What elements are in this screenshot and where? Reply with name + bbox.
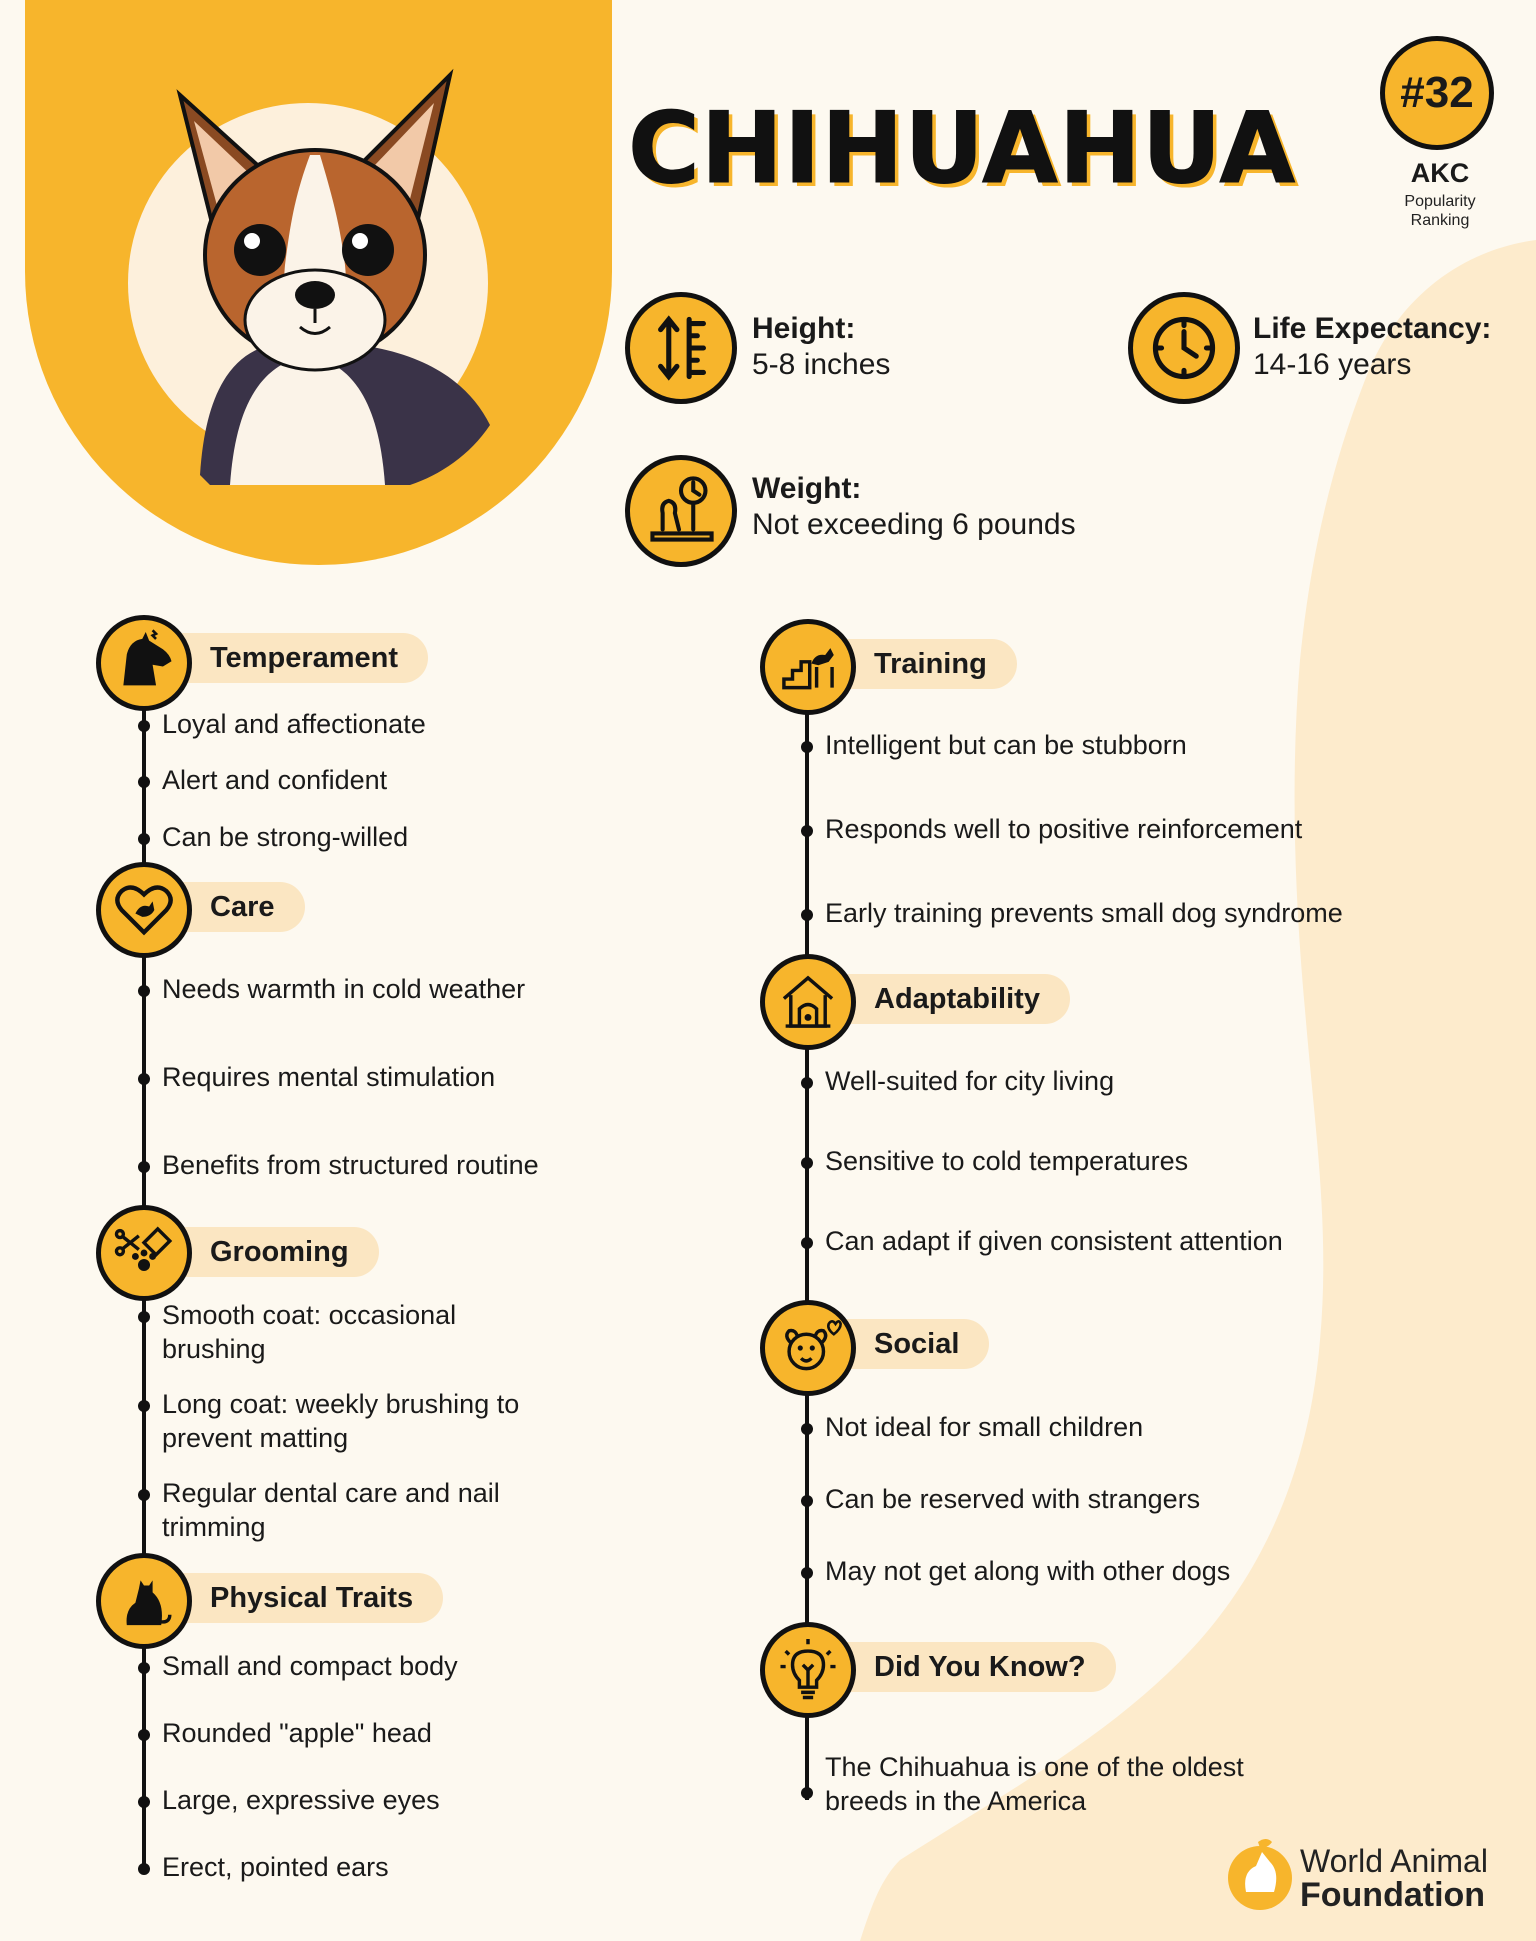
bullet <box>138 1400 150 1412</box>
list-item: Sensitive to cold temperatures <box>825 1146 1189 1176</box>
life-label: Life Expectancy: <box>1253 312 1492 345</box>
ranking-badge: #32 <box>1380 36 1494 150</box>
ruler-icon <box>625 292 737 404</box>
bullet <box>138 1311 150 1323</box>
bullet <box>138 720 150 732</box>
list-item: The Chihuahua is one of the oldest breeds in the America <box>825 1752 1244 1816</box>
ranking-sub: Popularity Ranking <box>1404 193 1476 230</box>
list-item: Responds well to positive reinforcement <box>825 814 1303 844</box>
list-item: Rounded "apple" head <box>162 1718 432 1748</box>
agility-dog-icon <box>760 619 856 715</box>
bullet <box>138 1662 150 1674</box>
happy-dog-icon <box>760 1300 856 1396</box>
ranking-label: AKC <box>1410 158 1470 188</box>
bullet <box>801 1423 813 1435</box>
list-item: Alert and confident <box>162 765 388 795</box>
list-item: Well-suited for city living <box>825 1066 1115 1096</box>
weight-label: Weight: <box>752 472 862 505</box>
list-item: Intelligent but can be stubborn <box>825 730 1187 760</box>
list-item: Early training prevents small dog syndrome <box>825 898 1343 928</box>
list-item: Benefits from structured routine <box>162 1150 539 1180</box>
grooming-tools-icon <box>96 1205 192 1301</box>
section-title-temperament: Temperament <box>180 633 428 683</box>
sitting-cat-icon <box>96 1553 192 1649</box>
dog-head-icon <box>96 615 192 711</box>
bullet <box>138 1073 150 1085</box>
page-title: CHIHUAHUA <box>628 92 1297 206</box>
section-title-training: Training <box>844 639 1017 689</box>
weight-value: Not exceeding 6 pounds <box>752 508 1076 541</box>
section-title-didyouknow: Did You Know? <box>844 1642 1116 1692</box>
list-item: Regular dental care and nail trimming <box>162 1478 500 1542</box>
list-item: Needs warmth in cold weather <box>162 974 526 1004</box>
dog-portrait <box>110 55 530 485</box>
heart-paw-icon <box>96 862 192 958</box>
section-title-care: Care <box>180 882 305 932</box>
bullet <box>138 1489 150 1501</box>
section-title-physical: Physical Traits <box>180 1573 443 1623</box>
section-title-adaptability: Adaptability <box>844 974 1070 1024</box>
bullet <box>138 1729 150 1741</box>
list-item: Loyal and affectionate <box>162 709 426 739</box>
footer-line1: World Animal <box>1300 1843 1488 1879</box>
bullet <box>801 741 813 753</box>
bullet <box>801 1237 813 1249</box>
bullet <box>801 1567 813 1579</box>
bullet <box>801 909 813 921</box>
list-item: Can be reserved with strangers <box>825 1484 1201 1514</box>
clock-icon <box>1128 292 1240 404</box>
bullet <box>801 1077 813 1089</box>
bullet <box>138 776 150 788</box>
section-title-social: Social <box>844 1319 989 1369</box>
lightbulb-icon <box>760 1622 856 1718</box>
doghouse-icon <box>760 954 856 1050</box>
list-item: Requires mental stimulation <box>162 1062 496 1092</box>
list-item: Smooth coat: occasional brushing <box>162 1300 457 1364</box>
list-item: Can be strong-willed <box>162 822 409 852</box>
bullet <box>138 833 150 845</box>
bullet <box>801 825 813 837</box>
height-label: Height: <box>752 312 856 345</box>
bullet <box>801 1787 813 1799</box>
bullet <box>138 1161 150 1173</box>
bullet <box>801 1495 813 1507</box>
list-item: Long coat: weekly brushing to prevent matting <box>162 1389 520 1453</box>
scale-icon <box>625 455 737 567</box>
list-item: Can adapt if given consistent attention <box>825 1226 1283 1256</box>
bullet <box>138 1796 150 1808</box>
list-item: Small and compact body <box>162 1651 458 1681</box>
list-item: Large, expressive eyes <box>162 1785 440 1815</box>
height-value: 5-8 inches <box>752 348 891 381</box>
foundation-logo-icon <box>1222 1832 1298 1914</box>
list-item: Erect, pointed ears <box>162 1852 389 1882</box>
bullet <box>138 985 150 997</box>
bullet <box>138 1863 150 1875</box>
life-value: 14-16 years <box>1253 348 1412 381</box>
section-title-grooming: Grooming <box>180 1227 379 1277</box>
footer-line2: Foundation <box>1300 1876 1486 1914</box>
list-item: Not ideal for small children <box>825 1412 1144 1442</box>
list-item: May not get along with other dogs <box>825 1556 1231 1586</box>
bullet <box>801 1157 813 1169</box>
